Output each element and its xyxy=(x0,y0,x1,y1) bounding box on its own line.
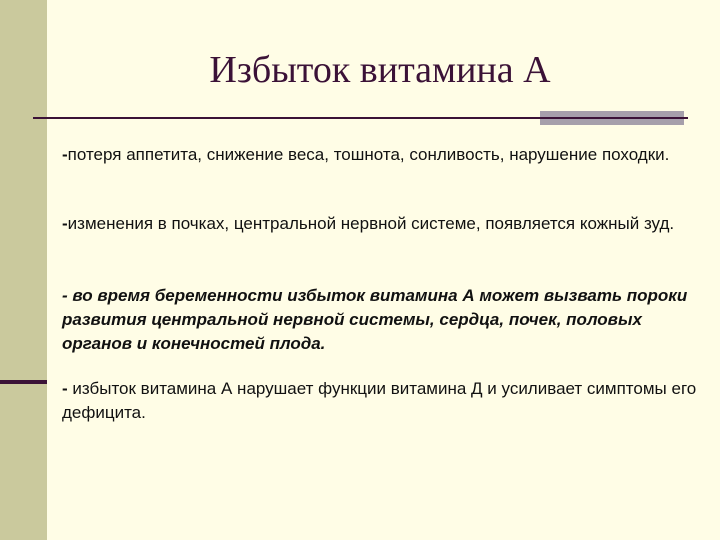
bullet-text: изменения в почках, центральной нервной системе, появляется кожный зуд. xyxy=(67,214,675,233)
bullet-marker: - xyxy=(62,145,68,164)
bullet-marker: - xyxy=(62,214,68,233)
bullet-item-emphasized xyxy=(62,284,702,356)
bullet-marker: - xyxy=(62,379,68,398)
bullet-item xyxy=(62,212,702,236)
bullet-text: избыток витамина А нарушает функции витамина Д и усиливает симптомы его дефицита. xyxy=(62,379,697,422)
slide-title: Избыток витамина А xyxy=(209,49,551,91)
left-decorative-band xyxy=(0,0,47,540)
bullet-item xyxy=(62,143,702,167)
bullet-text: потеря аппетита, снижение веса, тошнота, сонливость, нарушение походки. xyxy=(67,145,670,164)
bullet-marker: - xyxy=(62,286,68,305)
left-band-divider xyxy=(0,380,47,384)
title-rule xyxy=(33,117,688,119)
bullet-item xyxy=(62,377,702,425)
bullet-text: во время беременности избыток витамина А может вызвать пороки развития центральной нервной системы, сердца, почек, половых органов и конечностей плода. xyxy=(62,286,688,353)
